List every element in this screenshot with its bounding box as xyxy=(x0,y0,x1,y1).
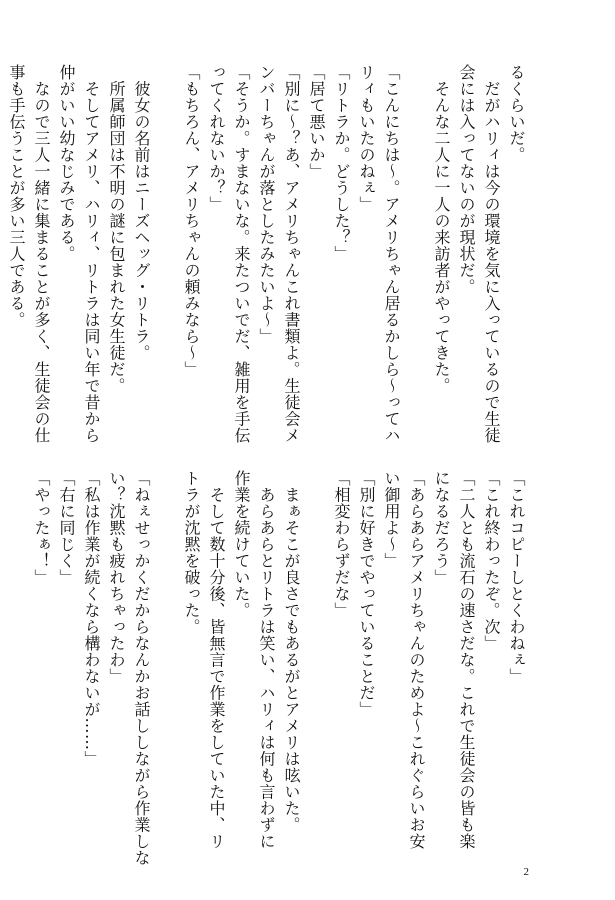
text-line: まぁそこが良さでもあるがとアメリは呟いた。 xyxy=(282,470,301,833)
text-line: になるだろう」 xyxy=(432,470,451,586)
text-line: トラが沈黙を破った。 xyxy=(182,470,201,635)
text-line: あらあらとリトラは笑い、ハリィは何も言わずに xyxy=(257,470,276,850)
text-line: るくらいだ。 xyxy=(507,64,526,163)
text-line: 「別に〜？あ、アメリちゃんこれ書類よ。生徒会メ xyxy=(282,64,301,444)
text-line: 「ねぇせっかくだからなんかお話ししながら作業しな xyxy=(132,470,151,866)
text-line: 「こんにちは〜。アメリちゃん居るかしら〜ってハ xyxy=(382,64,401,444)
text-line: 作業を続けていた。 xyxy=(232,470,251,619)
text-line: なので三人一緒に集まることが多く、生徒会の仕 xyxy=(32,64,51,444)
text-line: 「居て悪いか」 xyxy=(307,64,326,180)
text-line: 「あらあらアメリちゃんのためよ〜これぐらいお安 xyxy=(407,470,426,850)
text-line: 「私は作業が続くなら構わないが……」 xyxy=(82,470,101,767)
text-line: 「もちろん、アメリちゃんの頼みなら〜」 xyxy=(182,64,201,378)
text-line: そして数十分後、皆無言で作業をしていた中、リ xyxy=(207,470,226,850)
paragraph-gap xyxy=(154,64,179,394)
text-line: 仲がいい幼なじみである。 xyxy=(57,64,76,262)
text-line: ンバーちゃんが落としたみたいよ〜」 xyxy=(257,64,276,345)
lower-text-column xyxy=(29,470,529,866)
upper-text-column xyxy=(4,64,529,444)
text-line: 「やったぁ！」 xyxy=(32,470,51,586)
text-line: リィもいたのねぇ」 xyxy=(357,64,376,213)
text-line: 「相変わらずだな」 xyxy=(332,470,351,619)
text-line: ってくれないか？」 xyxy=(207,64,226,213)
text-line: そしてアメリ、ハリィ、リトラは同い年で昔から xyxy=(82,64,101,444)
paragraph-gap xyxy=(304,470,329,800)
text-line: 「リトラか。どうした？」 xyxy=(332,64,351,262)
text-line: 会には入ってないのが現状だ。 xyxy=(457,64,476,295)
text-line: 所属師団は不明の謎に包まれた女生徒だ。 xyxy=(107,64,126,394)
text-line: 「これ終わったぞ。次」 xyxy=(482,470,501,652)
text-line: 「これコピーしとくわねぇ」 xyxy=(507,470,526,685)
text-line: 「二人とも流石の速さだな。これで生徒会の皆も楽 xyxy=(457,470,476,850)
text-line: そんな二人に一人の来訪者がやってきた。 xyxy=(432,64,451,394)
text-line: 「そうか。すまないな。来たついでだ、雑用を手伝 xyxy=(232,64,251,444)
paragraph-gap xyxy=(404,64,429,394)
text-line: 彼女の名前はニーズヘッグ・リトラ。 xyxy=(132,64,151,361)
text-line: い？沈黙も疲れちゃったわ」 xyxy=(107,470,126,685)
text-line: 「別に好きでやっていることだ」 xyxy=(357,470,376,718)
text-line: 「右に同じく」 xyxy=(57,470,76,586)
text-line: だがハリィは今の環境を気に入っているので生徒 xyxy=(482,64,501,444)
text-line: 事も手伝うことが多い三人である。 xyxy=(7,64,26,328)
page-number: 2 xyxy=(523,866,529,878)
text-line: い御用よ〜」 xyxy=(382,470,401,569)
paragraph-gap xyxy=(154,470,179,800)
